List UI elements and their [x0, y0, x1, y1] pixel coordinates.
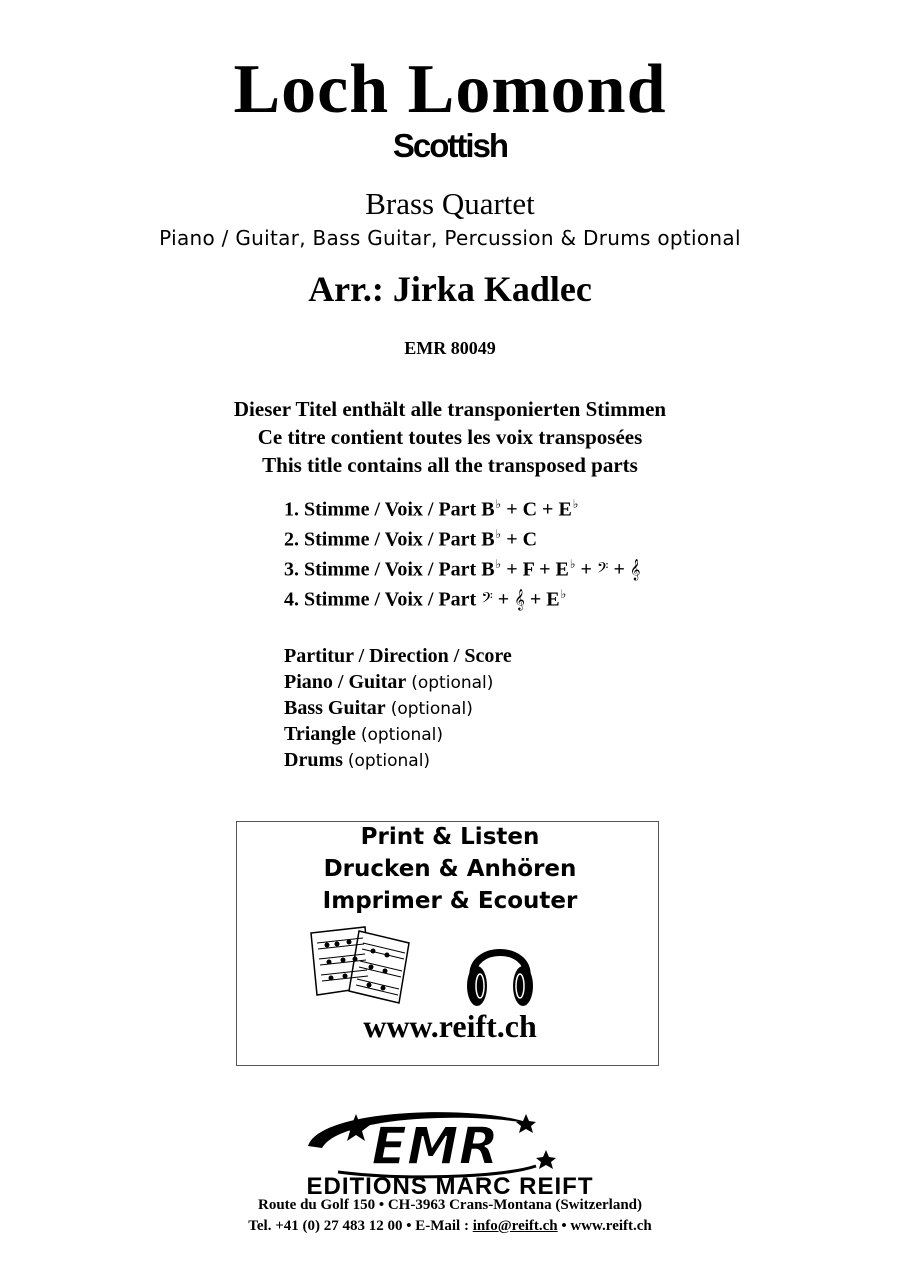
extra-note: (optional) [390, 699, 473, 719]
publisher-name: EDITIONS MARC REIFT [306, 1173, 594, 1200]
part-label: 4. Stimme / Voix / Part [284, 588, 477, 611]
part-line-2 [284, 527, 537, 552]
extra-triangle [284, 723, 443, 746]
arranger: Arr.: Jirka Kadlec [308, 269, 592, 309]
part-keys: + E [529, 588, 560, 611]
publisher-address: Route du Golf 150 • CH-3963 Crans-Montana (Switzerland) [258, 1197, 642, 1213]
part-line-4: 4. Stimme / Voix / Part 𝄢 + 𝄞 + E♭ [284, 587, 567, 611]
extra-note: (optional) [360, 725, 444, 745]
page-title: Loch Lomond [233, 51, 667, 128]
page-subtitle: Scottish [392, 127, 508, 164]
promo-line-french: Imprimer & Ecouter [322, 888, 578, 914]
treble-clef-icon: 𝄞 [514, 589, 525, 610]
optional-instruments: Piano / Guitar, Bass Guitar, Percussion & Drums optional [159, 226, 741, 250]
publisher-web[interactable]: • www.reift.ch [557, 1218, 652, 1234]
part-label: 1. Stimme / Voix / Part B [284, 498, 495, 521]
part-keys: + C + E [506, 498, 572, 521]
publisher-contact [0, 1218, 900, 1235]
promo-website-link[interactable]: www.reift.ch [363, 1008, 537, 1044]
emr-logo [300, 1104, 570, 1180]
headphones-icon [463, 930, 537, 1010]
promo-line-german: Drucken & Anhören [323, 856, 577, 882]
extra-piano-guitar [284, 671, 493, 694]
extra-name: Triangle [284, 723, 356, 745]
extra-name: Piano / Guitar [284, 671, 407, 693]
transposition-note-english: This title contains all the transposed parts [262, 453, 638, 477]
extra-note: (optional) [411, 673, 494, 693]
part-keys: + F + E [506, 558, 569, 581]
bass-clef-icon: 𝄢 [596, 559, 609, 580]
transposition-note-french: Ce titre contient toutes les voix transposées [257, 425, 643, 449]
extra-name: Drums [284, 749, 343, 771]
catalog-code: EMR 80049 [404, 338, 496, 358]
flat-icon: ♭ [569, 557, 576, 571]
flat-icon: ♭ [572, 497, 579, 511]
extra-name: Partitur / Direction / Score [284, 645, 512, 667]
emr-logo-text: EMR [371, 1117, 499, 1177]
ensemble-label: Brass Quartet [365, 186, 535, 221]
extra-name: Bass Guitar [284, 697, 386, 719]
part-line-3: 3. Stimme / Voix / Part B♭ + F + E♭ + 𝄢 + 𝄞 [284, 557, 641, 581]
flat-icon: ♭ [495, 527, 502, 541]
extra-score [284, 645, 512, 668]
email-link[interactable]: info@reift.ch [472, 1218, 558, 1234]
sheet-music-icon [305, 925, 423, 1007]
flat-icon: ♭ [495, 557, 502, 571]
bass-clef-icon: 𝄢 [481, 589, 493, 610]
part-line-1 [284, 497, 578, 522]
transposition-note-german: Dieser Titel enthält alle transponierten Stimmen [233, 397, 667, 421]
flat-icon: ♭ [560, 587, 567, 601]
treble-clef-icon: 𝄞 [629, 559, 641, 580]
part-label: 3. Stimme / Voix / Part B [284, 558, 495, 581]
publisher-tel: Tel. +41 (0) 27 483 12 00 • E-Mail : [248, 1218, 473, 1234]
extra-note: (optional) [347, 751, 431, 771]
flat-icon: ♭ [495, 497, 502, 511]
part-keys: + C [506, 528, 538, 551]
part-label: 2. Stimme / Voix / Part B [284, 528, 495, 551]
promo-line-english: Print & Listen [360, 824, 540, 850]
extra-drums [284, 749, 430, 772]
extra-bass-guitar [284, 697, 473, 720]
